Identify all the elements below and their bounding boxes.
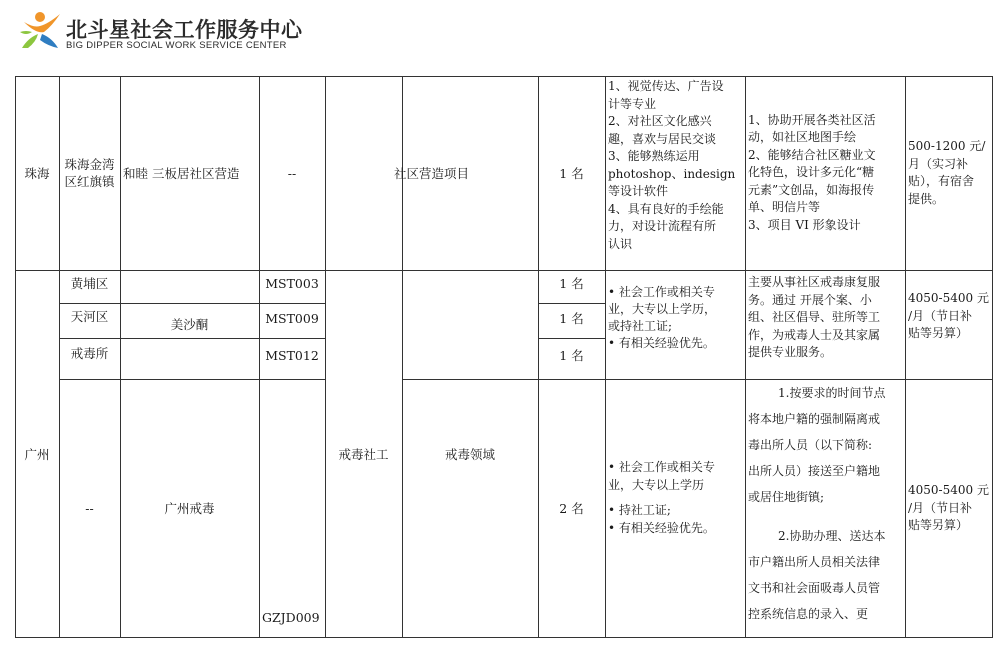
requirement-line: 计等专业 [608, 96, 657, 111]
duty-spacer [748, 510, 903, 523]
duty-line: 将本地户籍的强制隔离戒 [748, 412, 881, 426]
duty-line: 3、项目 VI 形象设计 [748, 217, 861, 232]
org-methadone: 美沙酮 [170, 317, 209, 332]
requirement-line: • 社会工作或相关专 [608, 285, 715, 299]
position-detox-social-worker: 戒毒社工 [338, 446, 389, 462]
salary-line: 4050-5400 元 [908, 483, 989, 498]
salary-line: 500-1200 元/ [908, 139, 986, 153]
requirement-line: 力，对设计流程有所 [608, 219, 717, 233]
methadone-requirements [605, 270, 745, 379]
methadone-duties [745, 270, 905, 379]
duty-line: 2.协助办理、送达本 [778, 529, 886, 543]
zhuhai-requirements [605, 76, 745, 270]
org-name-cn: 北斗星社会工作服务中心 [66, 18, 303, 42]
duty-line: 提供专业服务。 [748, 345, 833, 359]
code-gzjd009: GZJD009 [262, 610, 320, 625]
duty-line: 作，为戒毒人士及其家属 [748, 327, 881, 342]
requirement-line: 4、具有良好的手绘能 [608, 201, 724, 216]
salary-line: 贴等另算） [908, 518, 969, 533]
zhuhai-district-line: 珠海金湾 [64, 157, 115, 172]
requirement-line: 认识 [608, 236, 633, 251]
duty-line: 毒出所人员（以下简称: [748, 438, 873, 452]
requirement-line: photoshop、indesign [608, 166, 736, 181]
duty-line: 化特色，设计多元化“糖 [748, 165, 875, 180]
duty-line: 主要从事社区戒毒康复服 [748, 275, 881, 289]
zhuhai-city: 珠海 [24, 165, 50, 181]
gz-detox-requirements [605, 379, 745, 638]
salary-line: 贴等另算） [908, 326, 969, 340]
district-detox-center: 戒毒所 [70, 346, 109, 361]
duty-line: 文书和社会面吸毒人员管 [748, 581, 881, 595]
requirement-line: • 持社工证; [608, 503, 671, 517]
duty-line: 市户籍出所人员相关法律 [748, 555, 881, 569]
figure-star-logo-icon [18, 8, 66, 52]
requirement-line: 1、视觉传达、广告设 [608, 79, 724, 93]
gz-detox-duties [745, 379, 905, 638]
requirement-line: • 社会工作或相关专 [608, 460, 715, 474]
code-mst003: MST003 [265, 276, 319, 291]
duty-line: 单、明信片等 [748, 200, 821, 215]
requirement-line: 业，大专以上学历， [608, 302, 717, 316]
zhuhai-district [59, 76, 120, 270]
requirement-line: 2、对社区文化感兴 [608, 114, 712, 128]
duty-line: 组、社区倡导、驻所等工 [748, 310, 881, 324]
org-gz-detox: 广州戒毒 [164, 501, 215, 516]
field-detox: 戒毒领域 [444, 446, 495, 462]
count-mst009: 1 名 [559, 311, 584, 326]
requirement-line: • 有相关经验优先。 [608, 520, 715, 535]
requirement-line: 等设计软件 [608, 184, 669, 198]
salary-line: /月（节日补 [908, 308, 973, 323]
salary-line: /月（节日补 [908, 500, 973, 515]
recruitment-table [15, 76, 993, 638]
requirement-spacer [608, 494, 743, 502]
code-mst009: MST009 [265, 311, 319, 326]
zhuhai-district-line: 区红旗镇 [64, 174, 115, 189]
duty-line: 元素”文创品，如海报传 [748, 182, 875, 197]
requirement-line: 趣，喜欢与居民交谈 [608, 131, 717, 146]
code-mst012: MST012 [265, 348, 319, 363]
duty-line: 控系统信息的录入、更 [748, 607, 869, 621]
district-huangpu: 黄埔区 [70, 276, 109, 291]
salary-line: 4050-5400 元 [908, 291, 989, 305]
duty-line: 1.按要求的时间节点 [778, 386, 886, 400]
count-mst003: 1 名 [559, 276, 584, 291]
duty-line: 出所人员）接送至户籍地 [748, 464, 881, 478]
duty-line: 动，如社区地图手绘 [748, 130, 857, 145]
duty-line: 或居住地街镇; [748, 490, 825, 504]
salary-line: 贴），有宿舍 [908, 174, 975, 188]
count-gzjd009: 2 名 [559, 501, 584, 516]
zhuhai-salary [905, 76, 993, 270]
requirement-line: 业，大专以上学历 [608, 477, 705, 492]
requirement-line: 或持社工证; [608, 319, 673, 333]
zhuhai-code: -- [287, 165, 297, 181]
district-tianhe: 天河区 [70, 309, 109, 324]
requirement-line: 3、能够熟练运用 [608, 149, 700, 163]
org-name-en: BIG DIPPER SOCIAL WORK SERVICE CENTER [66, 40, 287, 51]
gz-detox-salary [905, 379, 993, 638]
zhuhai-duties [745, 76, 905, 270]
guangzhou-city: 广州 [24, 446, 50, 462]
count-mst012: 1 名 [559, 348, 584, 363]
zhuhai-field: 社区营造项目 [393, 165, 469, 181]
duty-line: 2、能够结合社区糖业文 [748, 147, 876, 162]
page-header [18, 8, 318, 52]
methadone-salary [905, 270, 993, 379]
requirement-line: • 有相关经验优先。 [608, 336, 715, 350]
duty-line: 务。通过 开展个案、小 [748, 292, 872, 307]
duty-line: 1、协助开展各类社区活 [748, 112, 876, 127]
salary-line: 月（实习补 [908, 156, 969, 171]
salary-line: 提供。 [908, 191, 945, 206]
gz-detox-district: -- [85, 501, 94, 516]
zhuhai-count: 1 名 [559, 165, 584, 181]
zhuhai-org: 和睦 三板居社区营造 [123, 165, 240, 181]
